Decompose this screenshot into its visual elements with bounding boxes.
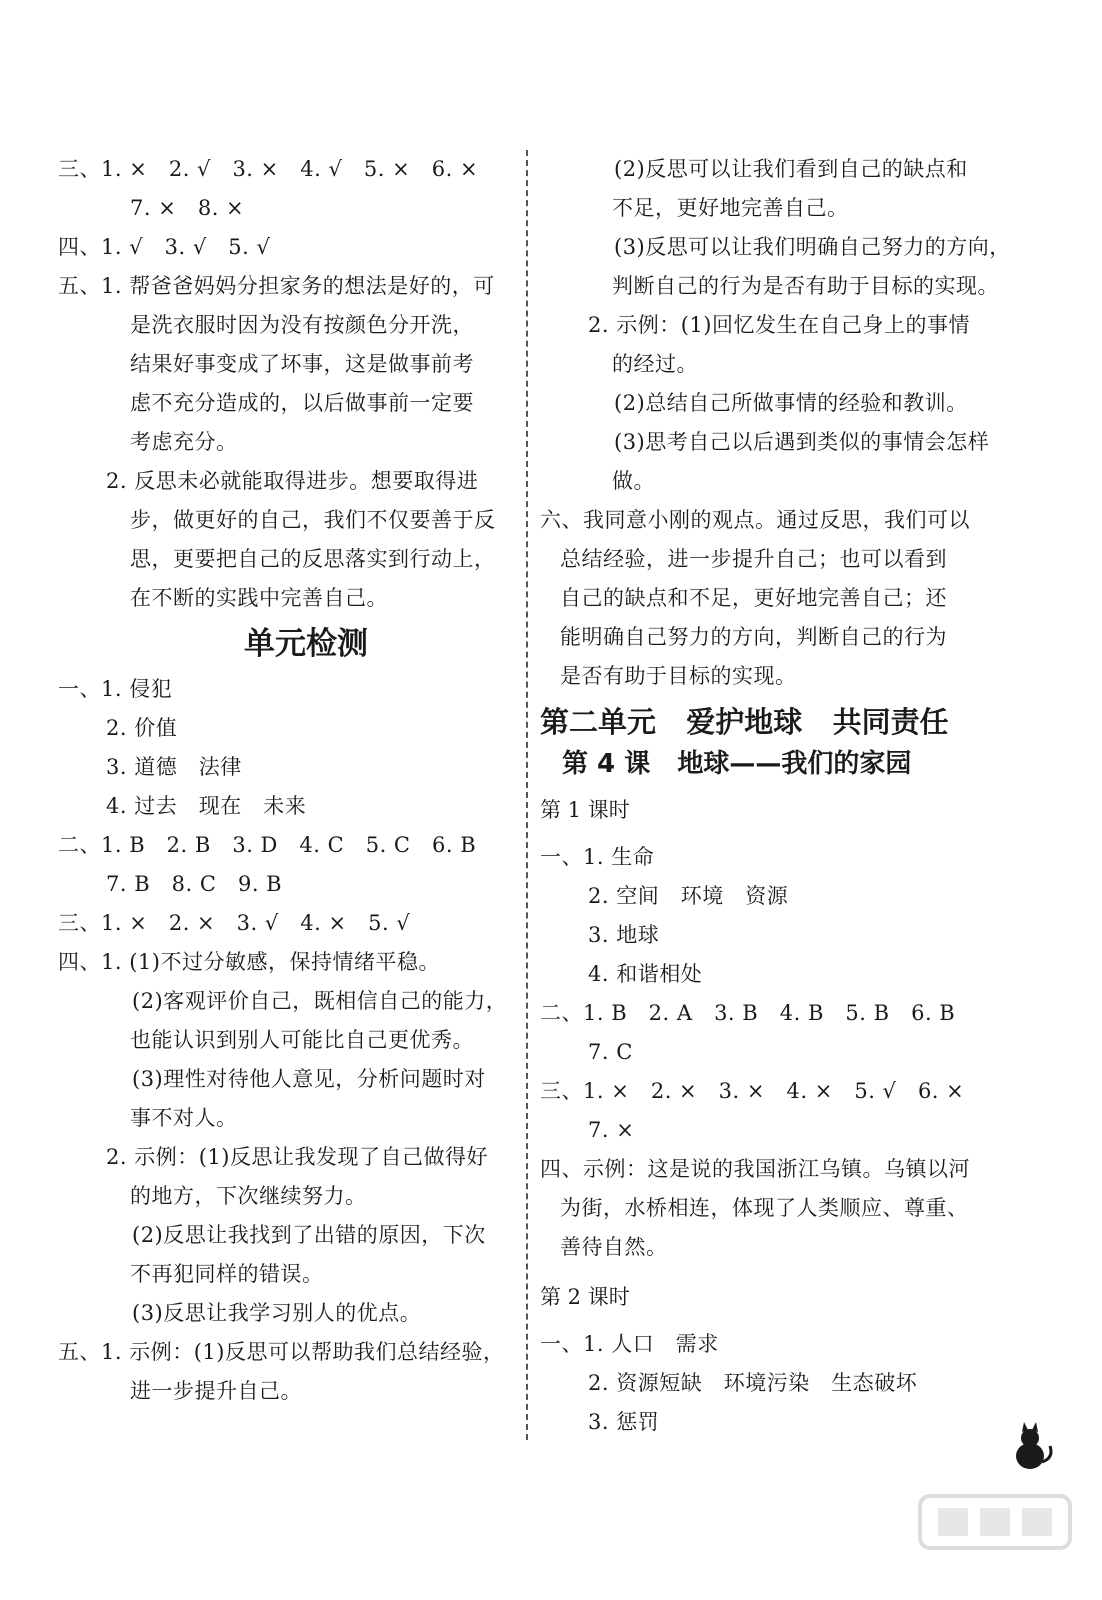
answer-line: 五、1. 帮爸爸妈妈分担家务的想法是好的，可 bbox=[58, 274, 495, 298]
answer-line: 3. 道德 法律 bbox=[106, 755, 242, 779]
answer-line: 六、我同意小刚的观点。通过反思，我们可以 bbox=[540, 508, 970, 532]
right-column bbox=[540, 150, 1010, 1442]
answer-line: 三、1. × 2. √ 3. × 4. √ 5. × 6. × bbox=[58, 157, 479, 181]
answer-line: 为街，水桥相连，体现了人类顺应、尊重、 bbox=[560, 1196, 969, 1220]
answer-line: 虑不充分造成的，以后做事前一定要 bbox=[130, 391, 474, 415]
answer-line: 三、1. × 2. × 3. √ 4. × 5. √ bbox=[58, 911, 411, 935]
answer-line: 五、1. 示例：(1)反思可以帮助我们总结经验， bbox=[58, 1340, 505, 1364]
answer-line: 4. 和谐相处 bbox=[588, 962, 703, 986]
unit2-heading: 第二单元 爱护地球 共同责任 bbox=[540, 705, 949, 739]
answer-line: 2. 示例：(1)回忆发生在自己身上的事情 bbox=[588, 313, 970, 337]
lesson4-heading: 第 4 课 地球——我们的家园 bbox=[562, 749, 912, 779]
answer-line: 考虑充分。 bbox=[130, 430, 238, 454]
page-number: 3 bbox=[1006, 1462, 1019, 1483]
answer-line: 思，更要把自己的反思落实到行动上， bbox=[130, 547, 496, 571]
answer-line: 也能认识到别人可能比自己更优秀。 bbox=[130, 1028, 474, 1052]
answer-line: (2)反思让我找到了出错的原因，下次 bbox=[132, 1223, 486, 1247]
answer-line: (3)理性对待他人意见，分析问题时对 bbox=[132, 1067, 486, 1091]
answer-line: (3)思考自己以后遇到类似的事情会怎样 bbox=[614, 430, 990, 454]
answer-line: 二、1. B 2. B 3. D 4. C 5. C 6. B bbox=[58, 833, 477, 857]
answer-line: 一、1. 人口 需求 bbox=[540, 1332, 719, 1356]
answer-line: 总结经验，进一步提升自己；也可以看到 bbox=[560, 547, 947, 571]
left-column bbox=[58, 150, 518, 1411]
answer-line: 2. 空间 环境 资源 bbox=[588, 884, 789, 908]
answer-line: 二、1. B 2. A 3. B 4. B 5. B 6. B bbox=[540, 1001, 956, 1025]
answer-line: 2. 反思未必就能取得进步。想要取得进 bbox=[106, 469, 479, 493]
answer-line: 7. C bbox=[588, 1040, 633, 1064]
answer-line: 能明确自己努力的方向，判断自己的行为 bbox=[560, 625, 947, 649]
watermark-logo bbox=[900, 1480, 1090, 1590]
answer-line: 自己的缺点和不足，更好地完善自己；还 bbox=[560, 586, 947, 610]
answer-line: 一、1. 生命 bbox=[540, 845, 655, 869]
answer-line: 做。 bbox=[612, 469, 655, 493]
unit-test-heading: 单元检测 bbox=[244, 626, 368, 662]
answer-line: 事不对人。 bbox=[130, 1106, 238, 1130]
answer-line: 7. B 8. C 9. B bbox=[106, 872, 283, 896]
answer-line: 结果好事变成了坏事，这是做事前考 bbox=[130, 352, 474, 376]
answer-line: 的地方，下次继续努力。 bbox=[130, 1184, 367, 1208]
answer-line: 进一步提升自己。 bbox=[130, 1379, 302, 1403]
period-label: 第 2 课时 bbox=[540, 1285, 630, 1309]
answer-line: 3. 地球 bbox=[588, 923, 660, 947]
answer-line: (2)总结自己所做事情的经验和教训。 bbox=[614, 391, 968, 415]
answer-line: (2)客观评价自己，既相信自己的能力， bbox=[132, 989, 508, 1013]
answer-line: 2. 示例：(1)反思让我发现了自己做得好 bbox=[106, 1145, 488, 1169]
answer-line: 是洗衣服时因为没有按颜色分开洗， bbox=[130, 313, 474, 337]
answer-line: 三、1. × 2. × 3. × 4. × 5. √ 6. × bbox=[540, 1079, 965, 1103]
answer-line: 2. 价值 bbox=[106, 716, 178, 740]
answer-line: 7. × 8. × bbox=[130, 196, 245, 220]
answer-line: 是否有助于目标的实现。 bbox=[560, 664, 797, 688]
answer-line: 不足，更好地完善自己。 bbox=[612, 196, 849, 220]
answer-line: 善待自然。 bbox=[560, 1235, 668, 1259]
answer-line: 的经过。 bbox=[612, 352, 698, 376]
answer-line: 不再犯同样的错误。 bbox=[130, 1262, 324, 1286]
answer-line: 四、1. (1)不过分敏感，保持情绪平稳。 bbox=[58, 950, 440, 974]
answer-line: 4. 过去 现在 未来 bbox=[106, 794, 307, 818]
answer-line: 步，做更好的自己，我们不仅要善于反 bbox=[130, 508, 496, 532]
answer-line: 2. 资源短缺 环境污染 生态破坏 bbox=[588, 1371, 918, 1395]
answer-line: 四、示例：这是说的我国浙江乌镇。乌镇以河 bbox=[540, 1157, 970, 1181]
answer-line: 在不断的实践中完善自己。 bbox=[130, 586, 388, 610]
answer-line: 3. 惩罚 bbox=[588, 1410, 660, 1434]
answer-line: 一、1. 侵犯 bbox=[58, 677, 173, 701]
period-label: 第 1 课时 bbox=[540, 798, 630, 822]
answer-line: (3)反思可以让我们明确自己努力的方向， bbox=[614, 235, 1011, 259]
answer-line: 7. × bbox=[588, 1118, 635, 1142]
answer-line: (3)反思让我学习别人的优点。 bbox=[132, 1301, 422, 1325]
answer-line: (2)反思可以让我们看到自己的缺点和 bbox=[614, 157, 968, 181]
answer-line: 四、1. √ 3. √ 5. √ bbox=[58, 235, 271, 259]
answer-line: 判断自己的行为是否有助于目标的实现。 bbox=[612, 274, 999, 298]
column-divider bbox=[526, 150, 528, 1440]
